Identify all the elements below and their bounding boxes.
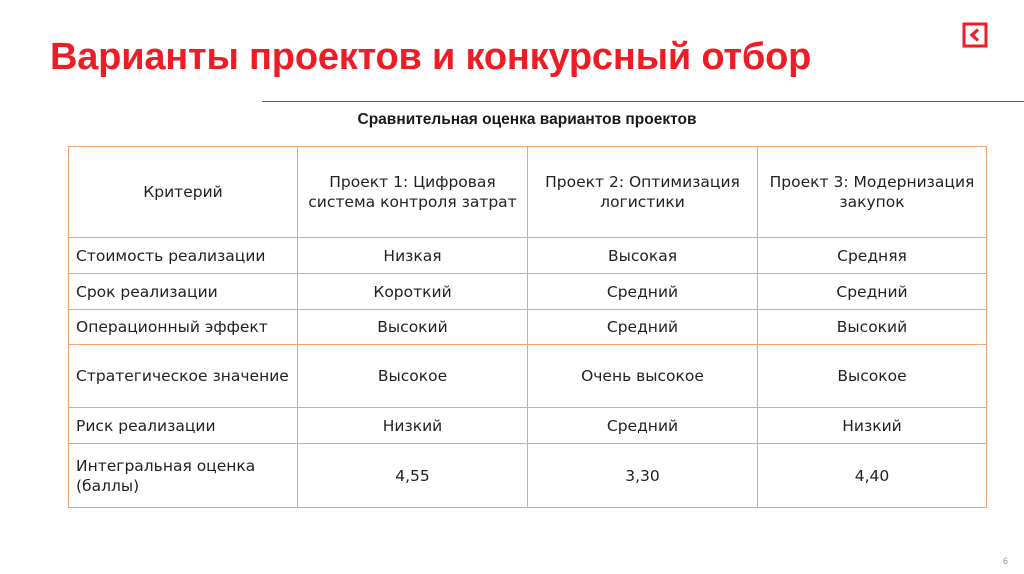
project-2-cell: Средний (528, 310, 758, 345)
table-row (69, 345, 987, 408)
table-row (69, 238, 987, 274)
project-3-cell: 4,40 (758, 444, 987, 508)
project-1-cell: Высокое (298, 345, 528, 408)
comparison-table (68, 146, 987, 508)
project-2-cell: Средний (528, 274, 758, 310)
table-row (69, 310, 987, 345)
project-2-cell: Средний (528, 408, 758, 444)
project-3-cell: Высокий (758, 310, 987, 345)
table-header-row (69, 147, 987, 238)
criterion-cell: Стратегическое значение (69, 345, 298, 408)
project-2-cell: Высокая (528, 238, 758, 274)
table-row (69, 274, 987, 310)
column-header-project-3: Проект 3: Модернизация закупок (758, 147, 987, 238)
column-header-project-1: Проект 1: Цифровая система контроля затрат (298, 147, 528, 238)
project-1-cell: 4,55 (298, 444, 528, 508)
column-header-project-2: Проект 2: Оптимизация логистики (528, 147, 758, 238)
criterion-cell: Интегральная оценка (баллы) (69, 444, 298, 508)
table-row (69, 408, 987, 444)
project-1-cell: Короткий (298, 274, 528, 310)
project-1-cell: Низкий (298, 408, 528, 444)
slide-title: Варианты проектов и конкурсный отбор (50, 36, 812, 78)
criterion-cell: Риск реализации (69, 408, 298, 444)
project-3-cell: Низкий (758, 408, 987, 444)
table-caption: Сравнительная оценка вариантов проектов (357, 111, 697, 128)
back-arrow-square-icon[interactable] (962, 22, 988, 48)
project-2-cell: 3,30 (528, 444, 758, 508)
criterion-cell: Операционный эффект (69, 310, 298, 345)
project-3-cell: Высокое (758, 345, 987, 408)
criterion-cell: Стоимость реализации (69, 238, 298, 274)
project-2-cell: Очень высокое (528, 345, 758, 408)
project-1-cell: Высокий (298, 310, 528, 345)
table-row (69, 444, 987, 508)
criterion-cell: Срок реализации (69, 274, 298, 310)
column-header-criterion: Критерий (69, 147, 298, 238)
project-3-cell: Средний (758, 274, 987, 310)
page-number: 6 (1002, 556, 1008, 566)
project-3-cell: Средняя (758, 238, 987, 274)
project-1-cell: Низкая (298, 238, 528, 274)
title-underline (262, 101, 1024, 102)
